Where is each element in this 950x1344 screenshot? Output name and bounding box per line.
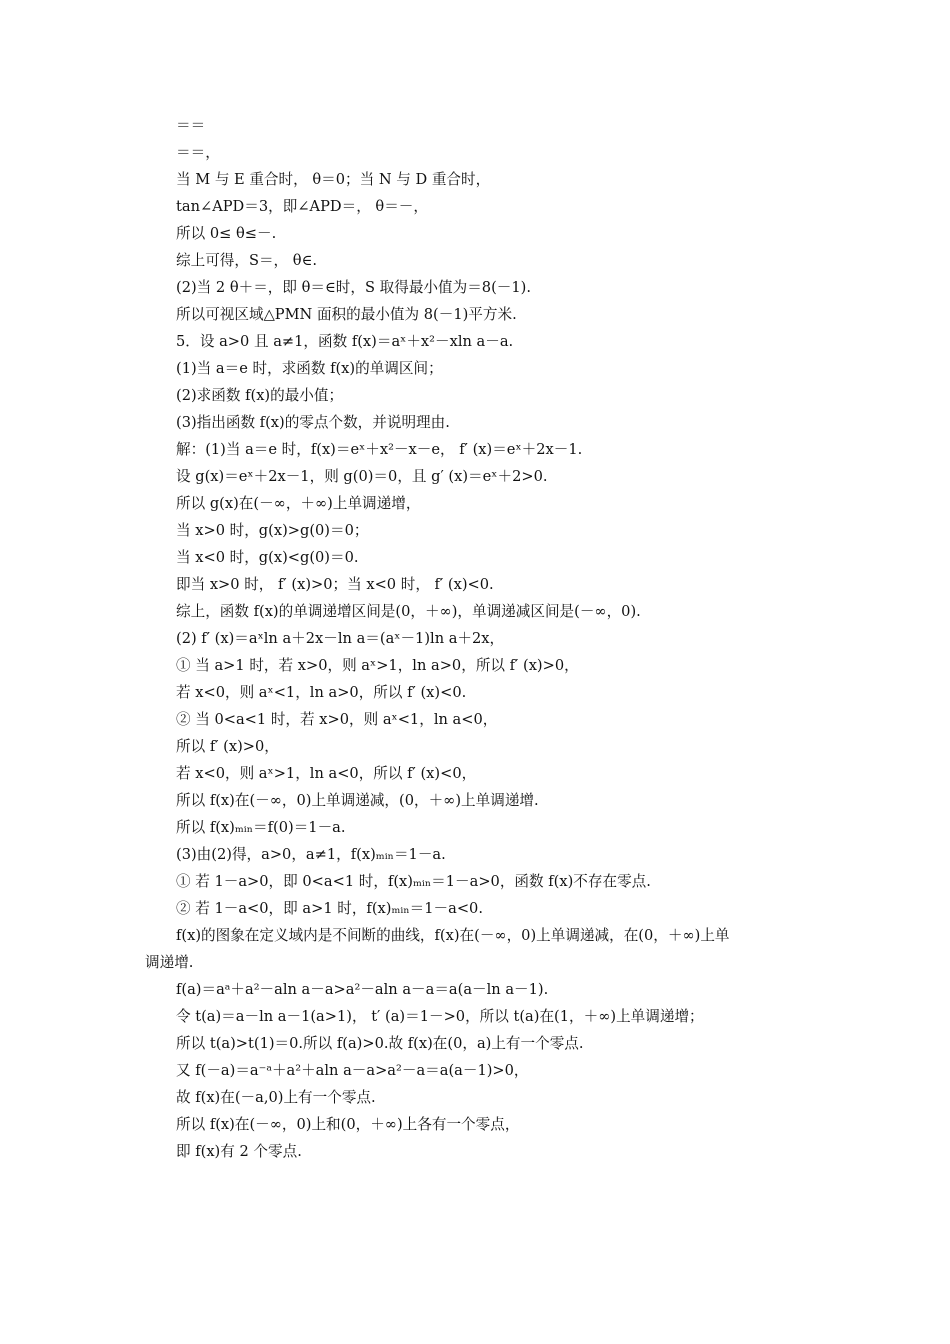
problem-statement: 5．设 a>0 且 a≠1，函数 f(x)＝aˣ＋x²－xln a－a. bbox=[176, 333, 514, 350]
text-line: 故 f(x)在(－a,0)上有一个零点. bbox=[176, 1089, 376, 1106]
text-line: 所以 f(x)在(－∞，0)上单调递减，(0，＋∞)上单调递增. bbox=[176, 792, 539, 809]
text-line: 所以 f′ (x)>0， bbox=[176, 738, 279, 755]
text-line: 所以 f(x)在(－∞，0)上和(0，＋∞)上各有一个零点， bbox=[176, 1116, 520, 1133]
text-line: 当 x<0 时，g(x)<g(0)＝0. bbox=[176, 549, 359, 566]
text-line: 调递增. bbox=[145, 954, 194, 971]
text-line: 当 M 与 E 重合时， θ＝0；当 N 与 D 重合时， bbox=[176, 171, 491, 188]
text-line: 所以可视区域△PMN 面积的最小值为 8(－1)平方米. bbox=[176, 306, 517, 323]
text-line: 令 t(a)＝a－ln a－1(a>1)， t′ (a)＝1－>0，所以 t(a)在(1，＋∞)上单调递增； bbox=[176, 1008, 704, 1025]
text-line: 若 x<0，则 aˣ<1，ln a>0，所以 f′ (x)<0. bbox=[176, 684, 467, 701]
text-line: 即 f(x)有 2 个零点. bbox=[176, 1143, 302, 1160]
question-part: (1)当 a＝e 时，求函数 f(x)的单调区间； bbox=[176, 360, 443, 377]
text-line: 所以 f(x)ₘᵢₙ＝f(0)＝1－a. bbox=[176, 819, 346, 836]
text-line: 若 x<0，则 aˣ>1，ln a<0，所以 f′ (x)<0， bbox=[176, 765, 477, 782]
text-line: ＝＝ bbox=[176, 117, 206, 134]
text-line: 综上可得，S＝， θ∈. bbox=[176, 252, 318, 269]
text-line: 综上，函数 f(x)的单调递增区间是(0，＋∞)，单调递减区间是(－∞，0). bbox=[176, 603, 641, 620]
text-line: 又 f(－a)＝a⁻ᵃ＋a²＋aln a－a>a²－a＝a(a－1)>0， bbox=[176, 1062, 529, 1079]
text-line: 当 x>0 时，g(x)>g(0)＝0； bbox=[176, 522, 369, 539]
text-line: f(a)＝aᵃ＋a²－aln a－a>a²－aln a－a＝a(a－ln a－1). bbox=[176, 981, 549, 998]
text-line: ① 若 1－a>0，即 0<a<1 时，f(x)ₘᵢₙ＝1－a>0，函数 f(x)不存在零点. bbox=[176, 873, 651, 890]
text-line: ＝＝， bbox=[176, 144, 220, 161]
text-line: f(x)的图象在定义域内是不间断的曲线，f(x)在(－∞，0)上单调递减，在(0，＋∞)上单 bbox=[176, 927, 730, 944]
text-line: (2) f′ (x)＝aˣln a＋2x－ln a＝(aˣ－1)ln a＋2x， bbox=[176, 630, 505, 647]
text-line: 所以 t(a)>t(1)＝0.所以 f(a)>0.故 f(x)在(0，a)上有一个零点. bbox=[176, 1035, 584, 1052]
text-line: ① 当 a>1 时，若 x>0，则 aˣ>1，ln a>0，所以 f′ (x)>0， bbox=[176, 657, 579, 674]
text-line: (3)由(2)得，a>0，a≠1，f(x)ₘᵢₙ＝1－a. bbox=[176, 846, 446, 863]
question-part: (2)求函数 f(x)的最小值； bbox=[176, 387, 344, 404]
question-part: (3)指出函数 f(x)的零点个数，并说明理由. bbox=[176, 414, 450, 431]
text-line: tan∠APD＝3，即∠APD＝， θ＝－， bbox=[176, 198, 428, 215]
text-line: 所以 0≤ θ≤－. bbox=[176, 225, 277, 242]
text-line: (2)当 2 θ＋＝，即 θ＝∈时，S 取得最小值为＝8(－1). bbox=[176, 279, 531, 296]
text-line: ② 当 0<a<1 时，若 x>0，则 aˣ<1，ln a<0， bbox=[176, 711, 498, 728]
text-line: ② 若 1－a<0，即 a>1 时，f(x)ₘᵢₙ＝1－a<0. bbox=[176, 900, 483, 917]
text-line: 设 g(x)＝eˣ＋2x－1，则 g(0)＝0，且 g′ (x)＝eˣ＋2>0. bbox=[176, 468, 548, 485]
text-line: 所以 g(x)在(－∞，＋∞)上单调递增， bbox=[176, 495, 421, 512]
text-line: 即当 x>0 时， f′ (x)>0；当 x<0 时， f′ (x)<0. bbox=[176, 576, 494, 593]
text-line: 解：(1)当 a＝e 时，f(x)＝eˣ＋x²－x－e， f′ (x)＝eˣ＋2x－1. bbox=[176, 441, 583, 458]
